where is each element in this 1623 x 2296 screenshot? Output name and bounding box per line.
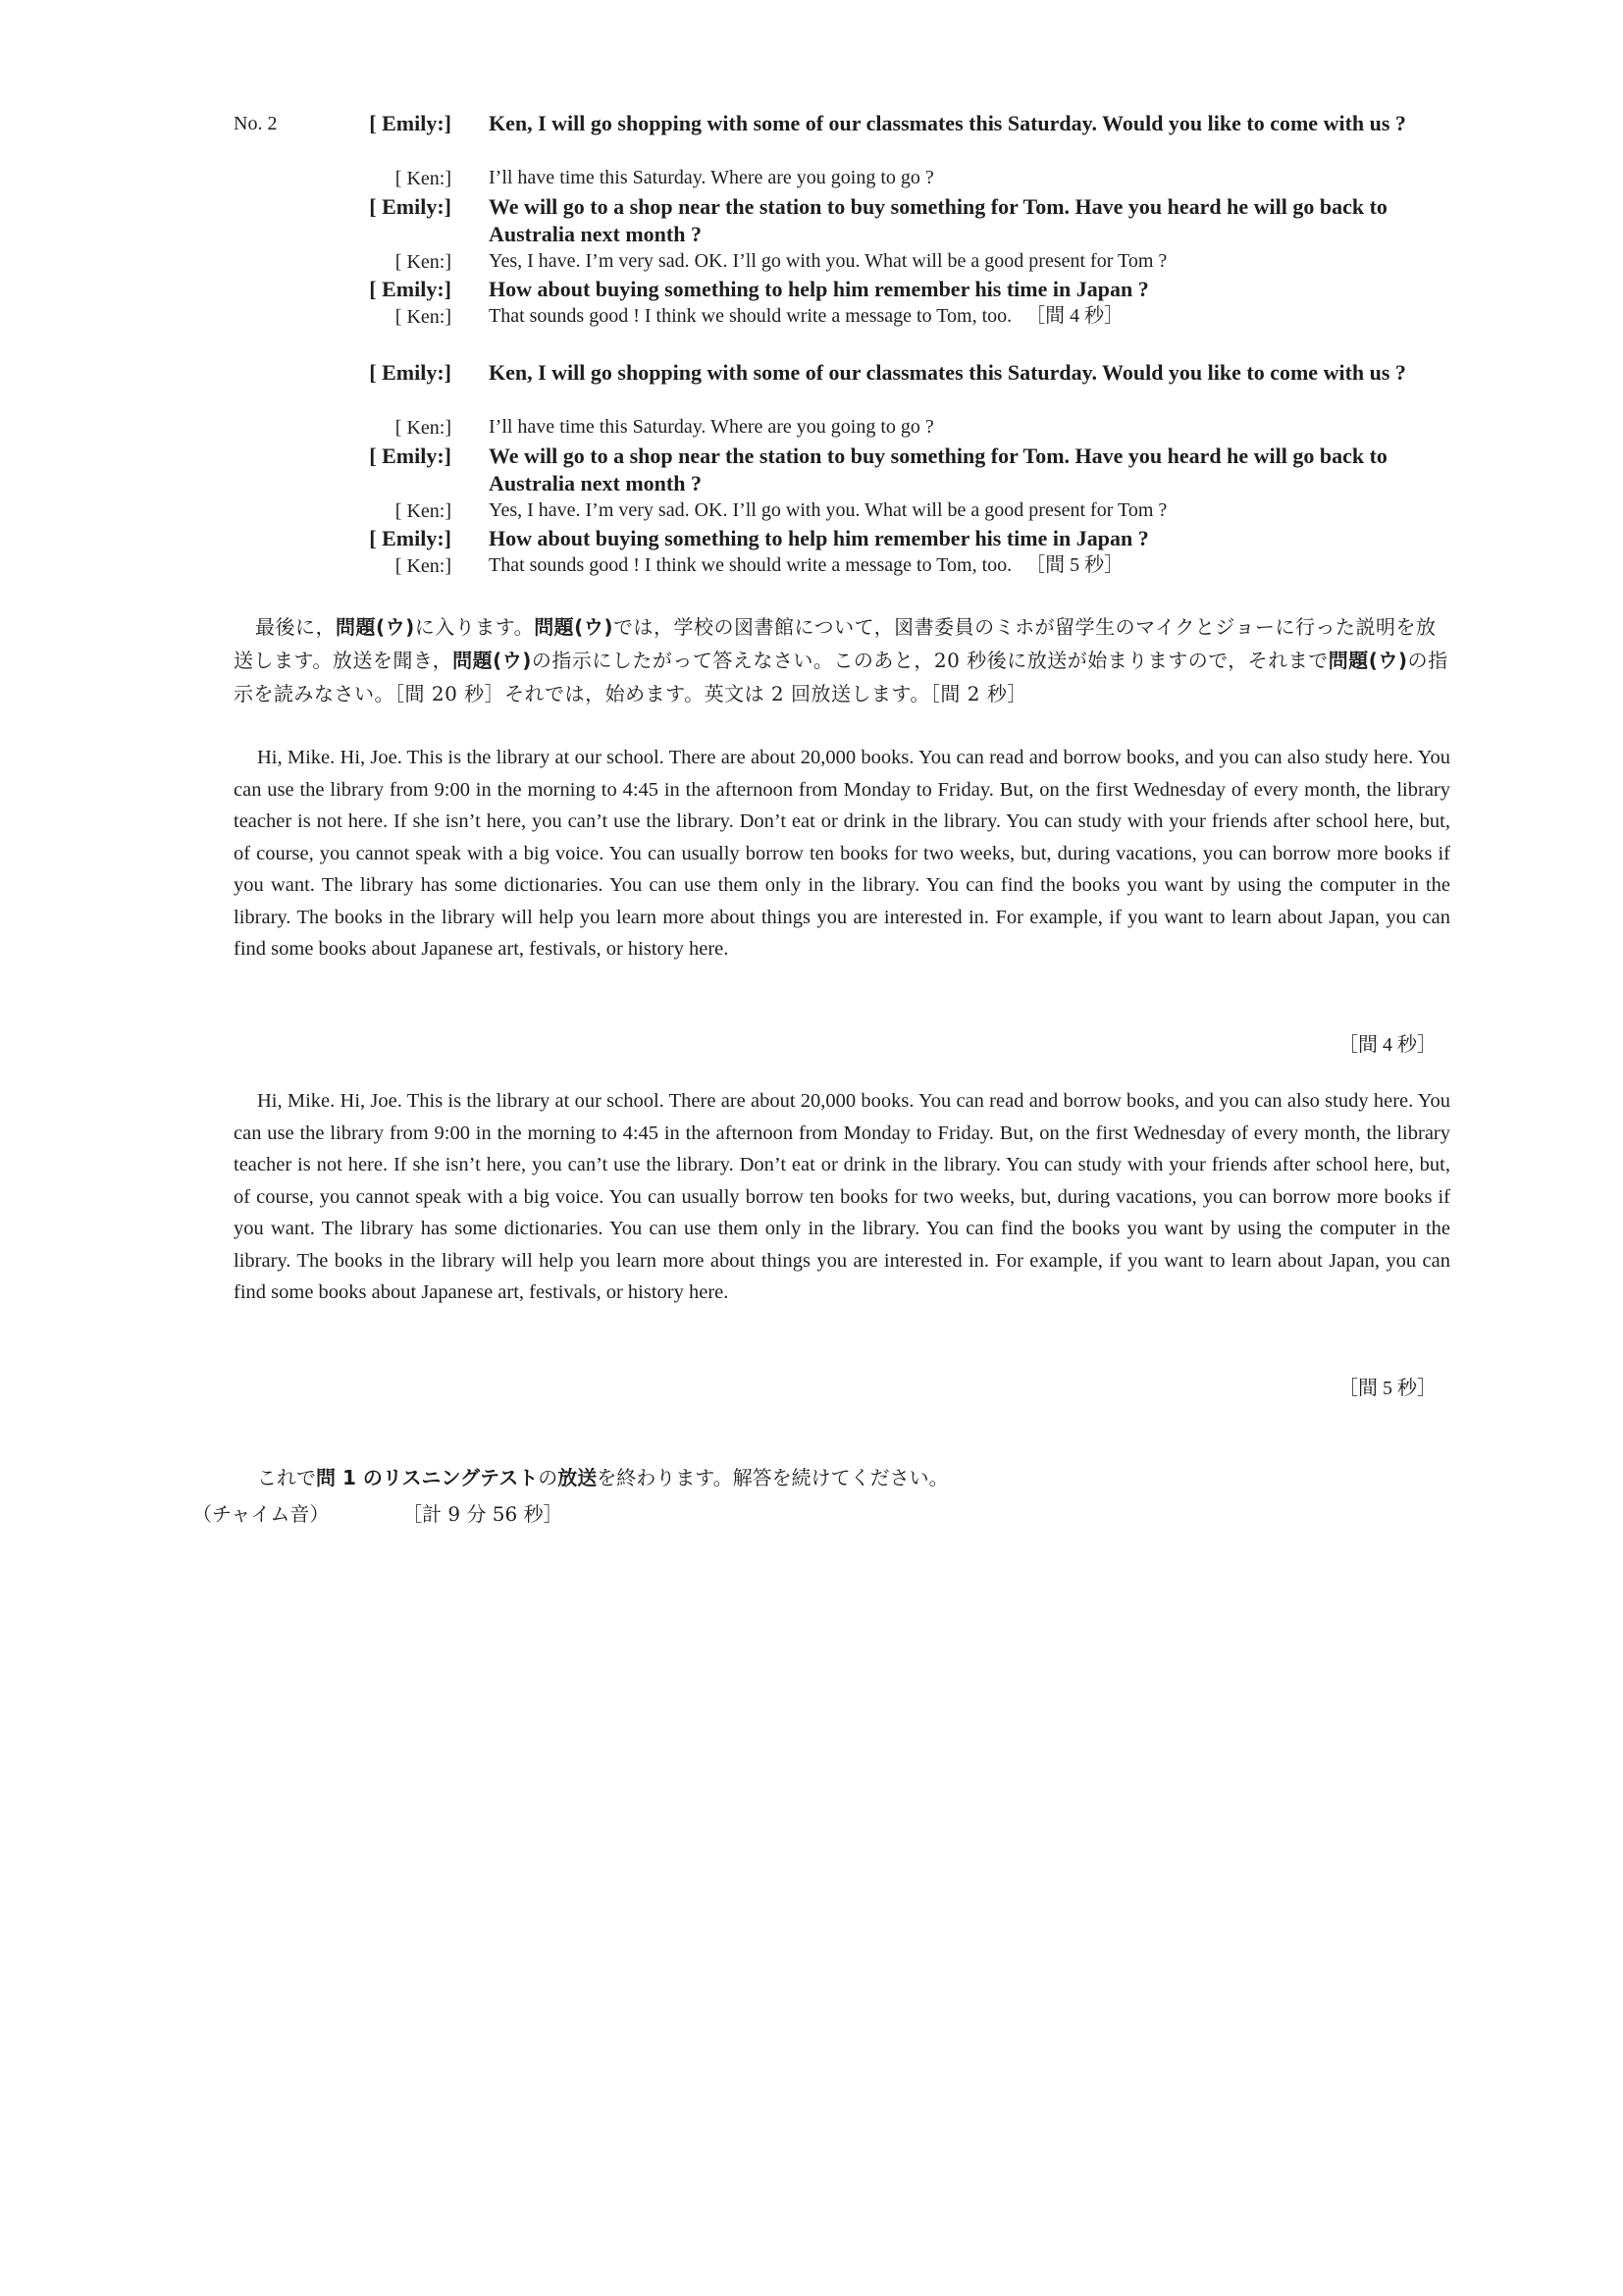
- passage-first-reading: Hi, Mike. Hi, Joe. This is the library at our school. There are about 20,000 books. You can read and borrow books, and you can also study here. You can use the library from 9:00 in the morning to 4:45 in the afternoon from Monday to Friday. But, on the first Wednesday of every month, the library teacher is not here. If she isn’t here, you can’t use the library. Don’t eat or drink in the library. You can study with your friends after school here, but, of course, you cannot speak with a big voice. You can usually borrow ten books for two weeks, but, during vacations, you can borrow more books if you want. The library has some dictionaries. You can use them only in the library. You can find the books you want by using the computer in the library. The books in the library will help you learn more about things you are interested in. For example, if you want to learn about Japan, you can find some books about Japanese art, festivals, or history here.: [234, 747, 1450, 960]
- speech-text: We will go to a shop near the station to buy something for Tom. Have you heard he will go back to Australia next month ?: [489, 444, 1387, 496]
- speaker-label: [ Ken:]: [394, 306, 451, 328]
- speaker-label: [ Emily:]: [369, 111, 451, 135]
- speaker-label: [ Ken:]: [394, 251, 451, 273]
- speech-text: How about buying something to help him remember his time in Japan ?: [489, 277, 1149, 301]
- pause-marker: ［間 5 秒］: [1025, 554, 1125, 576]
- speech-line: [489, 552, 1450, 579]
- instruction-text: 最後に，: [255, 615, 336, 639]
- speaker-label: [ Ken:]: [394, 555, 451, 577]
- dialogue-line-ken: [234, 552, 1450, 580]
- pause-marker: ［間 4 秒］: [1025, 305, 1125, 327]
- speech-text: I’ll have time this Saturday. Where are you going to go ?: [489, 416, 934, 438]
- instruction-emphasis: 問題(ウ): [1328, 649, 1408, 672]
- closing-emphasis: 問 1 のリスニングテスト: [316, 1466, 539, 1489]
- dialogue-line-ken: [234, 414, 1450, 443]
- dialogue-line-emily: [234, 276, 1450, 303]
- question-number: No. 2: [234, 113, 278, 134]
- dialogue-line-ken: [234, 248, 1450, 276]
- speech-text: Yes, I have. I’m very sad. OK. I’ll go with you. What will be a good present for Tom ?: [489, 499, 1168, 521]
- dialogue-line-ken: [234, 303, 1450, 331]
- dialogue-line-emily: [234, 443, 1450, 497]
- speech-text: That sounds good ! I think we should write a message to Tom, too.: [489, 305, 1013, 327]
- speaker-label: [ Emily:]: [369, 277, 451, 301]
- dialogue-line-emily: [234, 110, 1450, 165]
- dialogue-line-ken: [234, 165, 1450, 193]
- dialogue-line-emily: [234, 359, 1450, 414]
- speech-line: [489, 303, 1450, 330]
- speaker-label: [ Ken:]: [394, 417, 451, 439]
- speech-text: We will go to a shop near the station to buy something for Tom. Have you heard he will go back to Australia next month ?: [489, 194, 1387, 246]
- pause-marker: ［間 5 秒］: [1338, 1378, 1437, 1399]
- instruction-text: の指示を読みなさい。［間 20 秒］それでは，始めます。英文は 2 回放送します。［間 2 秒］: [234, 649, 1448, 705]
- speaker-label: [ Emily:]: [369, 194, 451, 219]
- speech-text: How about buying something to help him remember his time in Japan ?: [489, 526, 1149, 550]
- closing-text: [257, 1462, 949, 1490]
- dialogue-second-reading: [234, 359, 1450, 580]
- speaker-label: [ Emily:]: [369, 526, 451, 550]
- instruction-emphasis: 問題(ウ): [534, 615, 613, 639]
- closing-segment: これで: [257, 1466, 316, 1489]
- speaker-label: [ Emily:]: [369, 444, 451, 468]
- section-instructions: [234, 610, 1448, 710]
- dialogue-line-emily: [234, 193, 1450, 248]
- chime-note: （チャイム音）: [192, 1502, 330, 1526]
- speech-text: I’ll have time this Saturday. Where are you going to go ?: [489, 167, 934, 188]
- passage-second-reading: Hi, Mike. Hi, Joe. This is the library at our school. There are about 20,000 books. You can read and borrow books, and you can also study here. You can use the library from 9:00 in the morning to 4:45 in the afternoon from Monday to Friday. But, on the first Wednesday of every month, the library teacher is not here. If she isn’t here, you can’t use the library. Don’t eat or drink in the library. You can study with your friends after school here, but, of course, you cannot speak with a big voice. You can usually borrow ten books for two weeks, but, during vacations, you can borrow more books if you want. The library has some dictionaries. You can use them only in the library. You can find the books you want by using the computer in the library. The books in the library will help you learn more about things you are interested in. For example, if you want to learn about Japan, you can find some books about Japanese art, festivals, or history here.: [234, 1090, 1450, 1303]
- speech-text: That sounds good ! I think we should write a message to Tom, too.: [489, 554, 1013, 576]
- instruction-text: の指示にしたがって答えなさい。このあと，20 秒後に放送が始まりますので，それまで: [531, 649, 1329, 672]
- speaker-label: [ Ken:]: [394, 500, 451, 522]
- instruction-emphasis: 問題(ウ): [452, 649, 532, 672]
- dialogue-first-reading: [234, 110, 1450, 331]
- instruction-emphasis: 問題(ウ): [336, 615, 415, 639]
- speaker-label: [ Emily:]: [369, 360, 451, 385]
- closing-segment: の: [538, 1466, 558, 1489]
- speech-text: Ken, I will go shopping with some of our classmates this Saturday. Would you like to come with us ?: [489, 360, 1406, 385]
- total-time: ［計 9 分 56 秒］: [402, 1502, 563, 1526]
- closing-segment: を終わります。解答を続けてください。: [597, 1466, 949, 1489]
- speech-text: Yes, I have. I’m very sad. OK. I’ll go with you. What will be a good present for Tom ?: [489, 250, 1168, 272]
- speaker-label: [ Ken:]: [394, 168, 451, 189]
- instruction-text: では，学校の図書館について，図書委員のミホが留学生のマイクとジョーに行った説明を放送します。放送を聞き，: [234, 615, 1437, 672]
- pause-marker: ［間 4 秒］: [1338, 1034, 1437, 1056]
- instruction-text: に入ります。: [414, 615, 535, 639]
- dialogue-line-ken: [234, 497, 1450, 525]
- dialogue-line-emily: [234, 525, 1450, 552]
- speech-text: Ken, I will go shopping with some of our classmates this Saturday. Would you like to come with us ?: [489, 111, 1406, 135]
- closing-emphasis: 放送: [557, 1466, 598, 1489]
